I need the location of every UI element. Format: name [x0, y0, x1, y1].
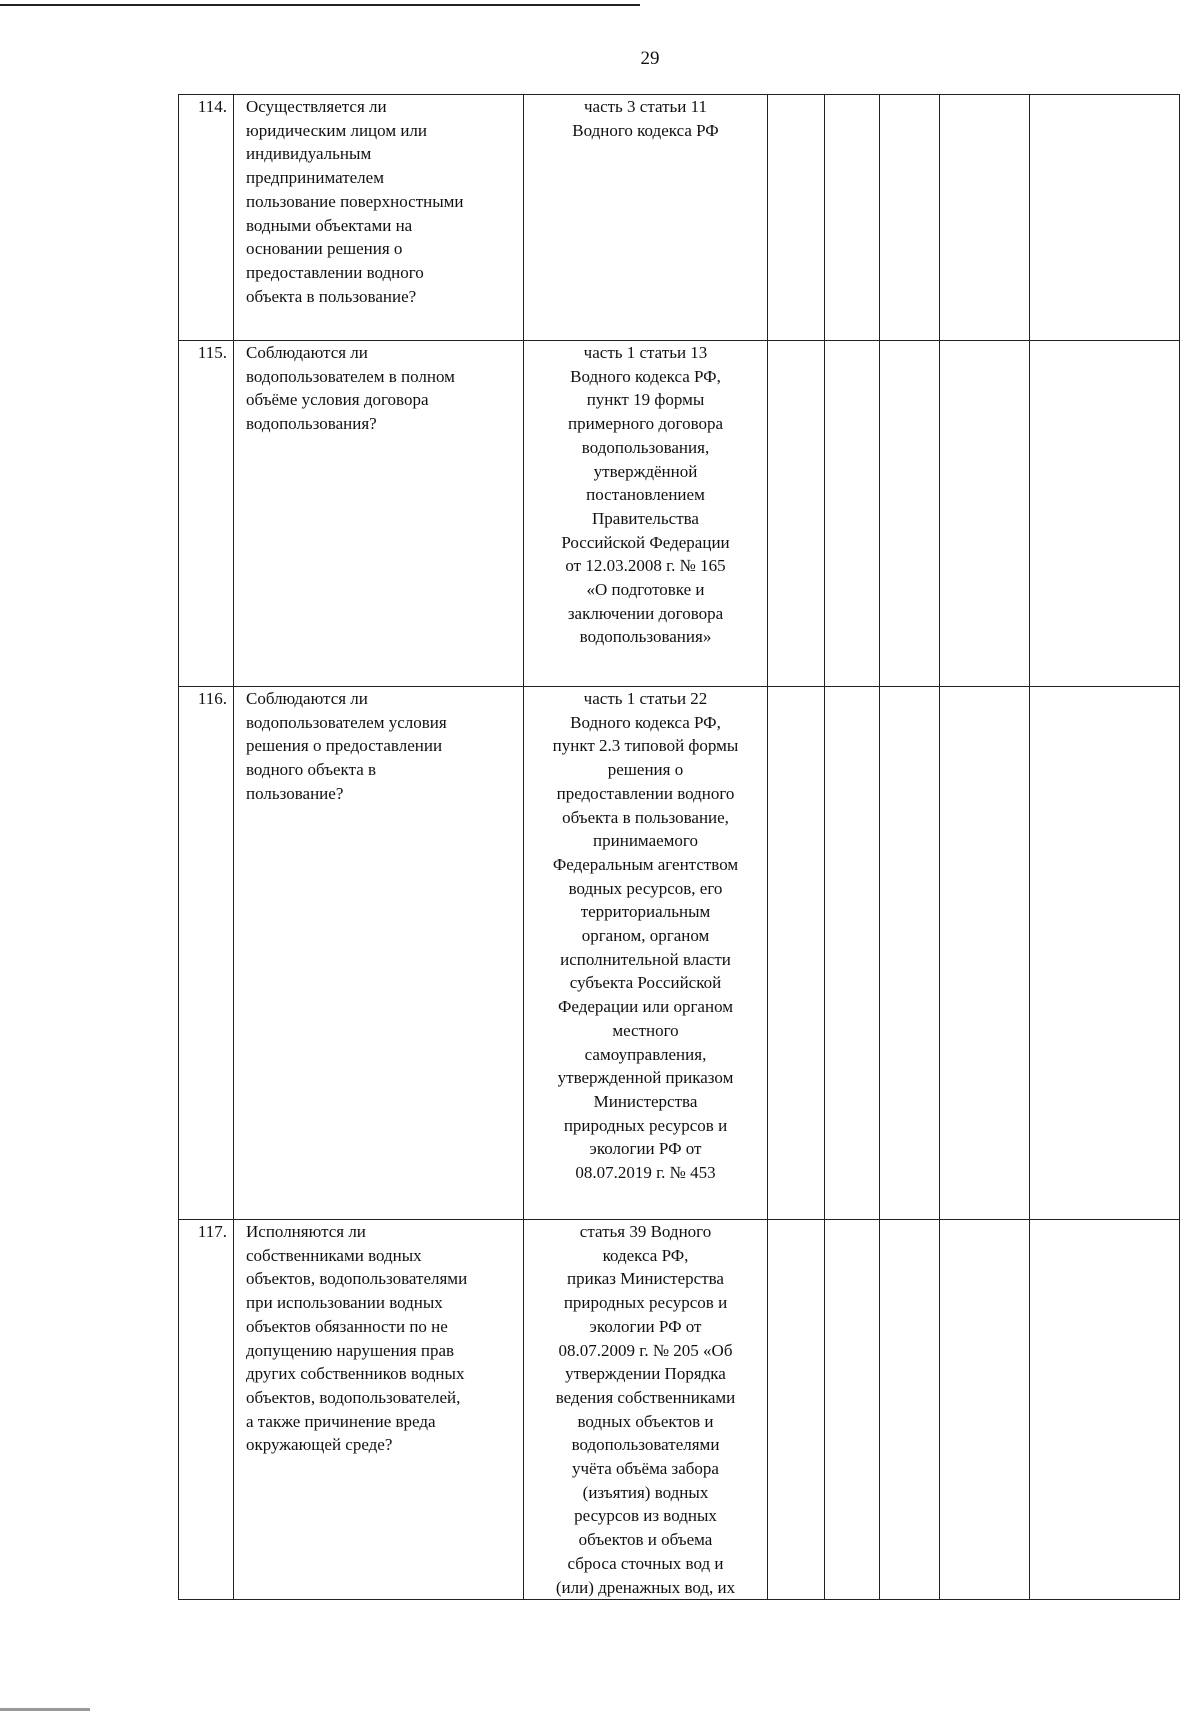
table-row: [179, 341, 1180, 687]
reference-line: утверждении Порядка: [565, 1364, 726, 1384]
question-line: водными объектами на: [246, 215, 413, 235]
question-line: а также причинение вреда: [246, 1411, 436, 1431]
page-number: 29: [640, 48, 660, 69]
question-line: объекта в пользование?: [246, 286, 417, 306]
reference-line: Федерации или органом: [557, 997, 733, 1017]
reference-line: 08.07.2009 г. № 205 «Об: [558, 1340, 733, 1360]
reference-line: самоуправления,: [584, 1044, 707, 1064]
reference-line: Федеральным агентством: [552, 854, 739, 874]
reference-line: территориальным: [580, 902, 711, 922]
row-number: 116.: [179, 687, 234, 1220]
reference-line: принимаемого: [593, 831, 698, 851]
reference-line: объектов и объема: [578, 1530, 713, 1550]
question-line: предоставлении водного: [246, 262, 424, 282]
reference-line: экологии РФ от: [589, 1316, 702, 1336]
empty-answer-cell: [768, 687, 825, 1220]
reference-line: постановлением: [586, 485, 705, 505]
question-line: водопользователем в полном: [246, 366, 455, 386]
question-line: пользование?: [246, 783, 344, 803]
reference-line: ресурсов из водных: [574, 1506, 717, 1526]
reference-line: экологии РФ от: [589, 1139, 702, 1159]
question-line: водопользования?: [246, 414, 377, 434]
reference-line: Российской Федерации: [561, 532, 730, 552]
empty-answer-cell: [825, 95, 880, 341]
reference-line: (или) дренажных вод, их: [555, 1577, 736, 1597]
question-cell: [234, 95, 524, 341]
legal-reference-cell: [524, 687, 768, 1220]
question-cell: [234, 687, 524, 1220]
question-line: предпринимателем: [246, 168, 384, 188]
empty-answer-cell: [880, 687, 940, 1220]
legal-reference-cell: [524, 1220, 768, 1600]
reference-line: органом, органом: [581, 926, 710, 946]
reference-line: Водного кодекса РФ,: [570, 712, 721, 732]
question-line: окружающей среде?: [246, 1435, 393, 1455]
question-line: юридическим лицом или: [246, 120, 428, 140]
reference-line: Правительства: [592, 508, 699, 528]
question-cell: [234, 341, 524, 687]
question-line: решения о предоставлении: [246, 736, 443, 756]
empty-answer-cell: [940, 1220, 1030, 1600]
empty-answer-cell: [940, 687, 1030, 1220]
empty-answer-cell: [768, 341, 825, 687]
question-line: Соблюдаются ли: [246, 689, 368, 708]
reference-line: Водного кодекса РФ: [572, 120, 719, 140]
reference-line: пункт 19 формы: [586, 390, 705, 410]
empty-answer-cell: [880, 1220, 940, 1600]
empty-answer-cell: [825, 341, 880, 687]
empty-answer-cell: [768, 95, 825, 341]
table-row: [179, 95, 1180, 341]
reference-line: Водного кодекса РФ,: [570, 366, 721, 386]
reference-line: местного: [612, 1020, 679, 1040]
reference-line: Министерства: [593, 1091, 698, 1111]
reference-line: водных объектов и: [577, 1411, 714, 1431]
question-line: объёме условия договора: [246, 390, 429, 410]
question-line: основании решения о: [246, 239, 403, 259]
reference-line: природных ресурсов и: [563, 1115, 728, 1135]
reference-line: предоставлении водного: [556, 783, 735, 803]
empty-answer-cell: [1030, 341, 1180, 687]
table-body: [179, 95, 1180, 1600]
reference-line: водопользования,: [581, 437, 710, 457]
reference-line: сброса сточных вод и: [567, 1553, 724, 1573]
reference-line: (изъятия) водных: [582, 1482, 709, 1502]
question-line: объектов, водопользователей,: [246, 1387, 461, 1407]
reference-line: водных ресурсов, его: [568, 878, 723, 898]
question-line: объектов, водопользователями: [246, 1269, 468, 1289]
empty-answer-cell: [880, 341, 940, 687]
table-row: [179, 1220, 1180, 1600]
empty-answer-cell: [825, 1220, 880, 1600]
reference-line: статья 39 Водного: [579, 1222, 712, 1241]
empty-answer-cell: [1030, 1220, 1180, 1600]
reference-line: «О подготовке и: [586, 580, 705, 600]
reference-line: примерного договора: [567, 414, 724, 434]
reference-line: субъекта Российской: [569, 973, 722, 993]
empty-answer-cell: [825, 687, 880, 1220]
reference-line: объекта в пользование,: [562, 807, 729, 827]
question-line: Исполняются ли: [246, 1222, 366, 1241]
question-line: водного объекта в: [246, 760, 377, 780]
reference-line: водопользования»: [579, 627, 712, 647]
empty-answer-cell: [940, 341, 1030, 687]
empty-answer-cell: [768, 1220, 825, 1600]
reference-line: заключении договора: [567, 603, 724, 623]
reference-line: исполнительной власти: [560, 949, 731, 969]
question-line: собственниками водных: [246, 1245, 422, 1265]
reference-line: часть 1 статьи 22: [583, 689, 708, 708]
question-line: других собственников водных: [246, 1364, 465, 1384]
legal-reference-cell: [524, 341, 768, 687]
question-line: водопользователем условия: [246, 712, 447, 732]
reference-line: ведения собственниками: [555, 1387, 736, 1407]
reference-line: водопользователями: [571, 1435, 720, 1455]
reference-line: приказ Министерства: [567, 1269, 724, 1289]
reference-line: утвержденной приказом: [557, 1068, 734, 1088]
question-line: пользование поверхностными: [246, 191, 464, 211]
question-cell: [234, 1220, 524, 1600]
reference-line: природных ресурсов и: [563, 1293, 728, 1313]
reference-line: 08.07.2019 г. № 453: [575, 1163, 716, 1183]
question-line: Соблюдаются ли: [246, 343, 368, 362]
reference-line: часть 3 статьи 11: [583, 97, 707, 116]
reference-line: часть 1 статьи 13: [583, 343, 708, 362]
reference-line: утверждённой: [593, 461, 698, 481]
reference-line: кодекса РФ,: [602, 1245, 689, 1265]
reference-line: пункт 2.3 типовой формы: [552, 736, 739, 756]
top-rule: [0, 4, 640, 6]
row-number: 115.: [179, 341, 234, 687]
legal-reference-cell: [524, 95, 768, 341]
checklist-table: [178, 94, 1180, 1600]
row-number: 114.: [179, 95, 234, 341]
empty-answer-cell: [1030, 687, 1180, 1220]
empty-answer-cell: [940, 95, 1030, 341]
reference-line: учёта объёма забора: [572, 1459, 719, 1479]
scan-edge-mark: [0, 1708, 90, 1711]
question-line: объектов обязанности по не: [246, 1316, 448, 1336]
reference-line: решения о: [607, 760, 684, 780]
question-line: допущению нарушения прав: [246, 1340, 455, 1360]
table-row: [179, 687, 1180, 1220]
question-line: при использовании водных: [246, 1293, 443, 1313]
empty-answer-cell: [1030, 95, 1180, 341]
reference-line: от 12.03.2008 г. № 165: [565, 556, 726, 576]
question-line: Осуществляется ли: [246, 97, 387, 116]
empty-answer-cell: [880, 95, 940, 341]
row-number: 117.: [179, 1220, 234, 1600]
question-line: индивидуальным: [246, 144, 372, 164]
